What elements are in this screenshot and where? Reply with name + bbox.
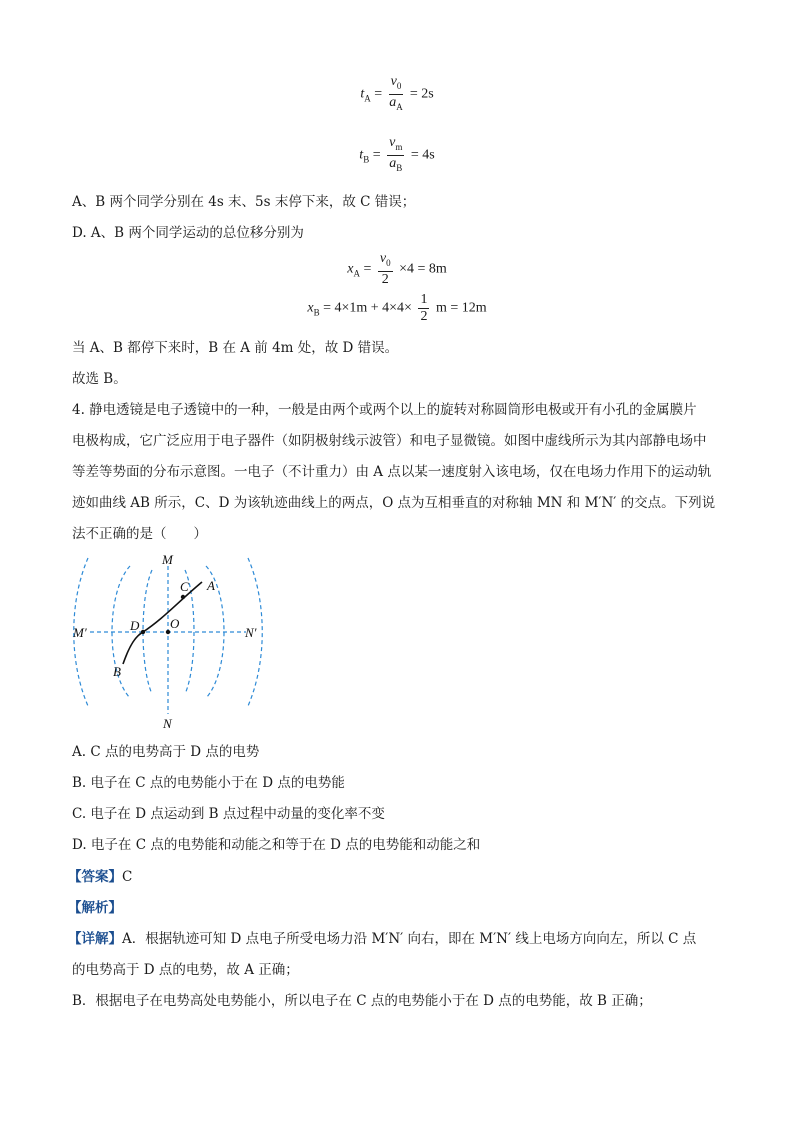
option-b: B. 电子在 C 点的电势能小于在 D 点的电势能 <box>72 775 345 791</box>
fraction <box>418 292 429 325</box>
fraction <box>387 135 404 176</box>
label-m: M <box>162 552 173 567</box>
formula-num: v <box>379 251 387 266</box>
formula-rhs: m = 12m <box>435 300 487 316</box>
formula-sub: m <box>395 141 403 152</box>
formula-den: a <box>389 94 397 110</box>
detail-label: 【详解】 <box>68 931 122 947</box>
formula-sub: A <box>396 101 403 112</box>
analysis-line: B．根据电子在电势高处电势能小，所以电子在 C 点的电势能小于在 D 点的电势能，故 B 正确； <box>72 993 652 1009</box>
question-line: 迹如曲线 AB 所示，C、D 为该轨迹曲线上的两点，O 点为互相垂直的对称轴 MN 和 M′N′ 的交点。下列说 <box>72 495 716 511</box>
point-d <box>141 630 145 634</box>
formula-symbol: t <box>360 86 365 102</box>
formula-symbol: t <box>359 147 364 163</box>
formula-sub: B <box>313 307 320 318</box>
analysis-line: 的电势高于 D 点的电势，故 A 正确； <box>72 962 299 978</box>
formula-den: 2 <box>381 271 389 287</box>
formula-ta: $t_A$ = $\frac{v_0}{a_A}$ = 2s <box>0 74 794 115</box>
answer-label: 【答案】 <box>68 869 122 885</box>
formula-sub: A <box>364 93 371 104</box>
analysis-heading <box>68 898 122 918</box>
label-d: D <box>130 618 140 633</box>
formula-symbol: x <box>307 300 314 316</box>
formula-num: v <box>390 74 397 89</box>
formula-sub: B <box>396 162 403 173</box>
formula-pre: = 4×1m + 4×4× <box>323 300 412 316</box>
label-m-prime: M′ <box>73 625 87 640</box>
formula-symbol: x <box>347 261 354 277</box>
fraction <box>389 74 404 115</box>
question-line: 法不正确的是（ ） <box>72 526 207 542</box>
option-c: C. 电子在 D 点运动到 B 点过程中动量的变化率不变 <box>72 806 385 822</box>
formula-den: a <box>389 155 397 171</box>
text-line: A、B 两个同学分别在 4s 末、5s 末停下来，故 C 错误； <box>72 194 416 210</box>
text-line: 当 A、B 都停下来时，B 在 A 前 4m 处，故 D 错误。 <box>72 340 399 356</box>
formula-tb: $t_B$ = $\frac{v_m}{a_B}$ = 4s <box>0 135 794 176</box>
text-line: 故选 B。 <box>72 371 127 387</box>
point-c <box>181 595 185 599</box>
formula-sub: B <box>363 154 370 165</box>
label-b: B <box>113 664 121 679</box>
question-line: 等差等势面的分布示意图。一电子（不计重力）由 A 点以某一速度射入该电场，仅在电场力作用下的运动轨 <box>72 464 712 480</box>
text-line: D. A、B 两个同学运动的总位移分别为 <box>72 225 304 241</box>
question-line: 电极构成，它广泛应用于电子器件（如阴极射线示波管）和电子显微镜。如图中虚线所示为其内部静电场中 <box>72 433 707 449</box>
analysis-line <box>68 929 696 949</box>
label-c: C <box>180 579 189 594</box>
answer-value: C <box>122 869 133 885</box>
formula-xa: $x_A$ = $\frac{v_0}{2}$ ×4 = 8m <box>347 251 447 287</box>
formula-sub: A <box>353 268 360 279</box>
question-line: 4. 静电透镜是电子透镜中的一种，一般是由两个或两个以上的旋转对称圆筒形电极或开有小孔的金属膜片 <box>72 402 697 418</box>
fraction <box>378 251 393 288</box>
formula-xb <box>0 292 794 325</box>
formula-rhs: ×4 = 8m <box>399 261 447 277</box>
formula-sub: 0 <box>396 80 402 91</box>
formula-sub: 0 <box>386 257 391 268</box>
formula-rhs: = 4s <box>410 147 435 163</box>
option-d: D. 电子在 C 点的电势能和动能之和等于在 D 点的电势能和动能之和 <box>72 837 481 853</box>
formula-rhs: = 2s <box>409 86 434 102</box>
answer-row <box>68 867 132 887</box>
label-n-prime: N′ <box>245 625 257 640</box>
option-a: A. C 点的电势高于 D 点的电势 <box>72 744 260 760</box>
analysis-label: 【解析】 <box>68 900 122 916</box>
formula-num: v <box>389 135 396 150</box>
analysis-text: A．根据轨迹可知 D 点电子所受电场力沿 M′N′ 向右，即在 M′N′ 线上电场方向向左，所以 C 点 <box>122 931 697 947</box>
label-a: A <box>207 578 215 593</box>
formula-den: 2 <box>420 309 428 324</box>
formula-num: 1 <box>420 292 428 307</box>
equipotential-diagram <box>68 552 268 732</box>
label-n: N <box>163 716 172 731</box>
label-o: O <box>170 616 180 631</box>
